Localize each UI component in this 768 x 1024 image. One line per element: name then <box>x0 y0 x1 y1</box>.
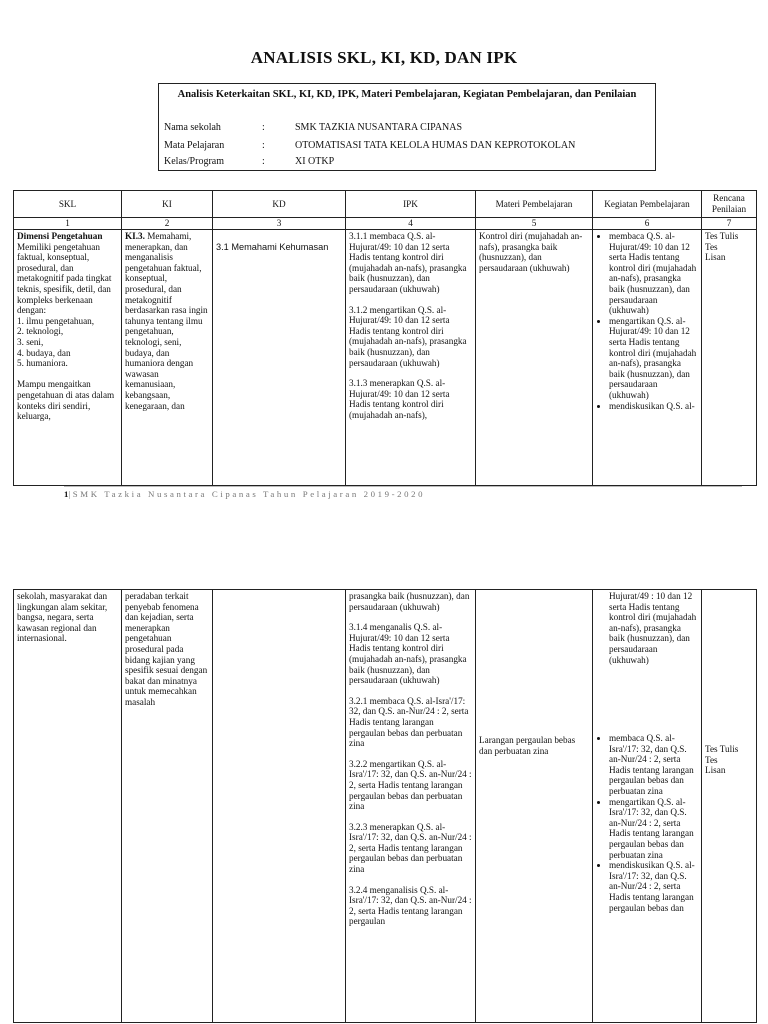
spacer <box>705 591 753 744</box>
header-ipk: IPK <box>346 191 476 218</box>
penilaian-item: Lisan <box>705 252 726 263</box>
kegiatan-list <box>596 733 698 913</box>
kegiatan-cell <box>593 590 702 1023</box>
info-label: Kelas/Program <box>164 156 224 167</box>
info-label: Mata Pelajaran <box>164 140 225 151</box>
list-item: • mendiskusikan Q.S. al- <box>609 401 698 412</box>
penilaian-item: Tes <box>705 241 718 252</box>
skl-text: Memiliki pengetahuan faktual, konseptual, prosedural, dan metakognitif pada tingkat teknis, spesifik, detil, dan kompleks berkenaan dengan: <box>17 241 112 316</box>
list-item: • membaca Q.S. al-Isra'/17: 32, dan Q.S. an-Nur/24 : 2, serta Hadis tentang larangan pergaulan bebas dan perbuatan zina <box>609 733 698 797</box>
info-value: XI OTKP <box>295 156 335 167</box>
ipk-item: prasangka baik (husnuzzan), dan persaudaraan (ukhuwah) <box>349 591 470 612</box>
info-value: OTOMATISASI TATA KELOLA HUMAS DAN KEPROTOKOLAN <box>295 140 576 151</box>
kd-text: 3.1 Memahami Kehumasan <box>216 241 329 252</box>
page-footer: 1|SMK Tazkia Nusantara Cipanas Tahun Pelajaran 2019-2020 <box>64 489 426 499</box>
materi-text: Larangan pergaulan bebas dan perbuatan zina <box>479 735 576 756</box>
kegiatan-cell <box>593 230 702 486</box>
list-item: • mengartikan Q.S. al-Isra'/17: 32, dan Q.S. an-Nur/24 : 2, serta Hadis tentang larangan pergaulan bebas dan perbuatan zina <box>609 797 698 861</box>
ki-cell <box>122 230 213 486</box>
header-skl: SKL <box>14 191 122 218</box>
ipk-item: 3.2.2 mengartikan Q.S. al-Isra'/17: 32, dan Q.S. an-Nur/24 : 2, serta Hadis tentang larangan pergaulan bebas dan perbuatan zina <box>349 758 472 812</box>
analysis-table-page-1 <box>13 190 757 486</box>
info-sep: : <box>262 122 265 133</box>
info-value: SMK TAZKIA NUSANTARA CIPANAS <box>295 122 463 133</box>
col-number: 3 <box>213 218 346 230</box>
penilaian-cell <box>702 590 757 1023</box>
info-sep: : <box>262 156 265 167</box>
table-row <box>14 230 757 486</box>
col-number: 7 <box>702 218 757 230</box>
page-title: ANALISIS SKL, KI, KD, DAN IPK <box>250 48 518 67</box>
ipk-item: 3.2.4 menganalisis Q.S. al-Isra'/17: 32, dan Q.S. an-Nur/24 : 2, serta Hadis tentang larangan pergaulan <box>349 884 472 927</box>
ipk-cell <box>346 590 476 1023</box>
skl-list-item: 4. budaya, dan <box>17 347 71 358</box>
table-row <box>14 590 757 1023</box>
info-box <box>158 83 656 171</box>
ipk-item: 3.1.4 menganalis Q.S. al-Hujurat/49: 10 dan 12 serta Hadis tentang kontrol diri (mujahadah an-nafs), prasangka baik (husnuzzan), dan persaudaraan (ukhuwah) <box>349 622 467 686</box>
page-number: 1 <box>64 489 69 499</box>
skl-cell <box>14 590 122 1023</box>
list-item: • mengartikan Q.S. al-Hujurat/49: 10 dan 12 serta Hadis tentang kontrol diri (mujahadah an-nafs), prasangka baik (husnuzzan), dan persaudaraan (ukhuwah) <box>609 316 698 401</box>
materi-cell <box>476 590 593 1023</box>
penilaian-item: Tes Tulis <box>705 744 739 754</box>
ipk-item: 3.1.2 mengartikan Q.S. al-Hujurat/49: 10 dan 12 serta Hadis tentang kontrol diri (mujahadah an-nafs), prasangka baik (husnuzzan), dan persaudaraan (ukhuwah) <box>349 304 467 368</box>
ipk-item: 3.1.3 menerapkan Q.S. al-Hujurat/49: 10 dan 12 serta Hadis tentang kontrol diri (mujahadah an-nafs), <box>349 378 450 420</box>
number-row <box>14 218 757 230</box>
header-kd: KD <box>213 191 346 218</box>
skl-list-item: 3. seni, <box>17 336 44 347</box>
col-number: 4 <box>346 218 476 230</box>
ki-text: peradaban terkait penyebab fenomena dan kejadian, serta menerapkan pengetahuan prosedural pada bidang kajian yang spesifik sesuai dengan bakat dan minatnya untuk memecahkan masalah <box>125 591 208 707</box>
penilaian-item: Lisan <box>705 765 726 776</box>
penilaian-cell <box>702 230 757 486</box>
header-materi: Materi Pembelajaran <box>476 191 593 218</box>
skl-text: sekolah, masyarakat dan lingkungan alam sekitar, bangsa, negara, serta kawasan regional dan internasional. <box>17 591 108 644</box>
ki-heading: KI.3. <box>125 231 145 241</box>
materi-text: Kontrol diri (mujahadah an-nafs), prasangka baik (husnuzzan), dan persaudaraan (ukhuwah) <box>479 231 583 273</box>
skl-list-item: 1. ilmu pengetahuan, <box>17 315 95 326</box>
col-number: 1 <box>14 218 122 230</box>
kegiatan-continued: Hujurat/49 : 10 dan 12 serta Hadis tentang kontrol diri (mujahadah an-nafs), prasangka baik (husnuzzan), dan persaudaraan (ukhuwah) <box>609 591 697 665</box>
ki-cell <box>122 590 213 1023</box>
ipk-item: 3.1.1 membaca Q.S. al-Hujurat/49: 10 dan 12 serta Hadis tentang kontrol diri (mujahadah an-nafs), prasangka baik (husnuzzan), dan persaudaraan (ukhuwah) <box>349 231 467 294</box>
ipk-cell <box>346 230 476 486</box>
kegiatan-list <box>596 231 698 411</box>
info-subtitle: Analisis Keterkaitan SKL, KI, KD, IPK, Materi Pembelajaran, Kegiatan Pembelajaran, dan Penilaian <box>177 89 637 100</box>
ipk-item: 3.2.3 menerapkan Q.S. al-Isra'/17: 32, dan Q.S. an-Nur/24 : 2, serta Hadis tentang larangan pergaulan bebas dan perbuatan zina <box>349 821 472 875</box>
col-number: 5 <box>476 218 593 230</box>
skl-list-item: 2. teknologi, <box>17 326 64 337</box>
ki-text: Memahami, menerapkan, dan menganalisis pengetahuan faktual, konseptual, prosedural, dan metakognitif berdasarkan rasa ingin tahunya tentang ilmu pengetahuan, teknologi, seni, budaya, dan humaniora dengan wawasan kemanusiaan, kebangsaan, kenegaraan, dan <box>125 231 208 411</box>
list-item: • mendiskusikan Q.S. al-Isra'/17: 32, dan Q.S. an-Nur/24 : 2, serta Hadis tentang larangan pergaulan bebas dan <box>609 860 698 913</box>
analysis-table-page-2 <box>13 589 757 1023</box>
info-label: Nama sekolah <box>164 122 221 133</box>
kd-cell <box>213 590 346 1023</box>
col-number: 6 <box>593 218 702 230</box>
kd-cell <box>213 230 346 486</box>
spacer <box>479 591 589 735</box>
header-ki: KI <box>122 191 213 218</box>
ipk-item: 3.2.1 membaca Q.S. al-Isra'/17: 32, dan Q.S. an-Nur/24 : 2, serta Hadis tentang larangan pergaulan bebas dan perbuatan zina <box>349 695 469 749</box>
skl-text-2: Mampu mengaitkan pengetahuan di atas dalam konteks diri sendiri, keluarga, <box>17 379 115 422</box>
penilaian-item: Tes Tulis <box>705 231 739 241</box>
col-number: 2 <box>122 218 213 230</box>
info-sep: : <box>262 140 265 151</box>
header-row <box>14 191 757 218</box>
footer-text: SMK Tazkia Nusantara Cipanas Tahun Pelajaran 2019-2020 <box>72 489 426 499</box>
penilaian-item: Tes <box>705 754 718 765</box>
list-item: • membaca Q.S. al-Hujurat/49: 10 dan 12 serta Hadis tentang kontrol diri (mujahadah an-nafs), prasangka baik (husnuzzan), dan persaudaraan (ukhuwah) <box>609 231 698 316</box>
skl-cell <box>14 230 122 486</box>
header-penilaian: Rencana Penilaian <box>702 191 757 218</box>
footer-divider <box>64 486 742 487</box>
header-kegiatan: Kegiatan Pembelajaran <box>593 191 702 218</box>
materi-cell <box>476 230 593 486</box>
skl-list-item: 5. humaniora. <box>17 358 68 369</box>
skl-heading: Dimensi Pengetahuan <box>17 231 103 241</box>
